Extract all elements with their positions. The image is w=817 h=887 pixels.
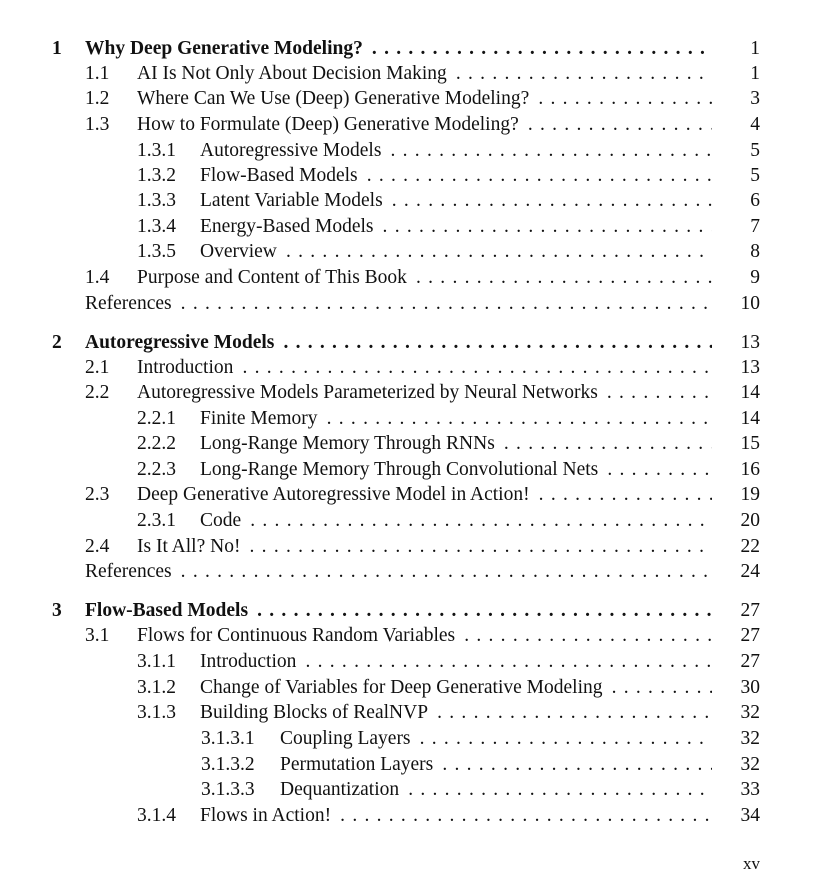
toc-entry-number: 1.3 <box>85 114 110 135</box>
toc-entry-title: Code <box>200 510 244 531</box>
toc-entry-number: 1.4 <box>85 267 110 288</box>
toc-section-entry[interactable] <box>0 432 817 456</box>
toc-entry-number: 1.2 <box>85 88 110 109</box>
toc-entry-number: 1.3.2 <box>137 165 176 186</box>
toc-entry-number: 3.1.2 <box>137 677 176 698</box>
toc-section-entry[interactable] <box>0 778 817 802</box>
toc-entry-number: 3.1.3.3 <box>201 779 255 800</box>
toc-entry-title: Autoregressive Models <box>85 332 277 353</box>
toc-entry-number: 1 <box>52 38 62 59</box>
toc-entry-page-number: 5 <box>750 140 760 161</box>
toc-entry-title-leader <box>85 292 712 316</box>
toc-section-entry[interactable] <box>0 215 817 239</box>
toc-section-entry[interactable] <box>0 407 817 431</box>
toc-section-entry[interactable] <box>0 727 817 751</box>
toc-entry-title-leader <box>85 560 712 584</box>
toc-entry-title-leader <box>200 164 712 188</box>
toc-entry-number: 2.3 <box>85 484 110 505</box>
toc-entry-title-leader <box>280 778 712 802</box>
toc-entry-title-leader <box>137 381 712 405</box>
toc-entry-title: Where Can We Use (Deep) Generative Modeling? <box>137 88 532 109</box>
toc-entry-title: Building Blocks of RealNVP <box>200 702 431 723</box>
toc-entry-page-number: 30 <box>740 677 760 698</box>
toc-entry-title-leader <box>137 535 712 559</box>
toc-entry-page-number: 33 <box>740 779 760 800</box>
toc-entry-number: 3 <box>52 600 62 621</box>
toc-entry-number: 3.1.3.2 <box>201 754 255 775</box>
toc-entry-title: Flow-Based Models <box>85 600 251 621</box>
toc-section-entry[interactable] <box>0 189 817 213</box>
toc-entry-number: 1.3.4 <box>137 216 176 237</box>
toc-chapter-entry[interactable] <box>0 331 817 355</box>
toc-entry-page-number: 16 <box>740 459 760 480</box>
toc-entry-number: 2.2.3 <box>137 459 176 480</box>
toc-entry-title-leader <box>200 407 712 431</box>
toc-entry-title: Autoregressive Models <box>200 140 384 161</box>
toc-entry-title-leader <box>200 676 712 700</box>
toc-section-entry[interactable] <box>0 676 817 700</box>
toc-entry-number: 1.3.5 <box>137 241 176 262</box>
toc-entry-number: 3.1.3.1 <box>201 728 255 749</box>
toc-entry-number: 3.1 <box>85 625 110 646</box>
toc-entry-title-leader <box>200 215 712 239</box>
toc-entry-number: 3.1.1 <box>137 651 176 672</box>
toc-entry-title-leader <box>137 62 712 86</box>
toc-entry-number: 1.3.3 <box>137 190 176 211</box>
toc-entry-page-number: 1 <box>750 63 760 84</box>
toc-section-entry[interactable] <box>0 240 817 264</box>
toc-entry-title-leader <box>85 331 712 355</box>
toc-entry-page-number: 8 <box>750 241 760 262</box>
toc-entry-title-leader <box>200 701 712 725</box>
toc-entry-number: 2.2.2 <box>137 433 176 454</box>
toc-entry-title: Purpose and Content of This Book <box>137 267 410 288</box>
toc-entry-title-leader <box>200 432 712 456</box>
toc-entry-title-leader <box>200 650 712 674</box>
toc-entry-title-leader <box>137 624 712 648</box>
toc-entry-page-number: 19 <box>740 484 760 505</box>
toc-entry-title: Long-Range Memory Through RNNs <box>200 433 498 454</box>
toc-section-entry[interactable] <box>0 356 817 380</box>
toc-chapter-entry[interactable] <box>0 37 817 61</box>
toc-entry-page-number: 9 <box>750 267 760 288</box>
toc-section-entry[interactable] <box>0 381 817 405</box>
toc-section-entry[interactable] <box>0 458 817 482</box>
toc-section-entry[interactable] <box>0 292 817 316</box>
toc-section-entry[interactable] <box>0 753 817 777</box>
toc-entry-title-leader <box>200 240 712 264</box>
toc-entry-number: 2.2.1 <box>137 408 176 429</box>
toc-entry-title: Flow-Based Models <box>200 165 361 186</box>
toc-section-entry[interactable] <box>0 509 817 533</box>
toc-entry-title: Flows for Continuous Random Variables <box>137 625 458 646</box>
toc-entry-page-number: 5 <box>750 165 760 186</box>
toc-entry-number: 2.2 <box>85 382 110 403</box>
toc-entry-page-number: 14 <box>740 382 760 403</box>
toc-entry-page-number: 7 <box>750 216 760 237</box>
toc-entry-title-leader <box>137 87 712 111</box>
toc-entry-page-number: 3 <box>750 88 760 109</box>
toc-section-entry[interactable] <box>0 560 817 584</box>
toc-entry-title-leader <box>200 509 712 533</box>
toc-entry-page-number: 6 <box>750 190 760 211</box>
toc-entry-title-leader <box>137 483 712 507</box>
toc-entry-title: AI Is Not Only About Decision Making <box>137 63 450 84</box>
toc-entry-page-number: 13 <box>740 357 760 378</box>
toc-entry-page-number: 22 <box>740 536 760 557</box>
toc-entry-page-number: 1 <box>750 38 760 59</box>
toc-entry-title: Permutation Layers <box>280 754 436 775</box>
toc-entry-page-number: 14 <box>740 408 760 429</box>
toc-section-entry[interactable] <box>0 804 817 828</box>
toc-section-entry[interactable] <box>0 164 817 188</box>
toc-entry-title: Introduction <box>200 651 299 672</box>
toc-entry-title: Why Deep Generative Modeling? <box>85 38 366 59</box>
toc-entry-title: References <box>85 293 175 314</box>
toc-entry-page-number: 24 <box>740 561 760 582</box>
toc-entry-page-number: 27 <box>740 625 760 646</box>
toc-entry-title-leader <box>137 113 712 137</box>
toc-section-entry[interactable] <box>0 624 817 648</box>
toc-section-entry[interactable] <box>0 701 817 725</box>
toc-entry-title-leader <box>85 37 712 61</box>
toc-section-entry[interactable] <box>0 650 817 674</box>
toc-entry-number: 2.1 <box>85 357 110 378</box>
toc-entry-title-leader <box>280 727 712 751</box>
toc-section-entry[interactable] <box>0 113 817 137</box>
toc-entry-title-leader <box>200 458 712 482</box>
toc-entry-page-number: 32 <box>740 728 760 749</box>
toc-entry-title: Coupling Layers <box>280 728 414 749</box>
toc-entry-page-number: 32 <box>740 754 760 775</box>
toc-entry-title: Introduction <box>137 357 236 378</box>
toc-entry-page-number: 27 <box>740 600 760 621</box>
toc-entry-title-leader <box>200 139 712 163</box>
toc-entry-page-number: 4 <box>750 114 760 135</box>
toc-section-entry[interactable] <box>0 87 817 111</box>
toc-entry-title-leader <box>85 599 712 623</box>
toc-entry-number: 2 <box>52 332 62 353</box>
toc-entry-title: Long-Range Memory Through Convolutional Nets <box>200 459 601 480</box>
toc-section-entry[interactable] <box>0 139 817 163</box>
toc-entry-page-number: 34 <box>740 805 760 826</box>
toc-entry-title-leader <box>200 804 712 828</box>
toc-section-entry[interactable] <box>0 266 817 290</box>
toc-entry-title-leader <box>137 266 712 290</box>
toc-entry-title: References <box>85 561 175 582</box>
toc-entry-page-number: 15 <box>740 433 760 454</box>
toc-entry-number: 2.4 <box>85 536 110 557</box>
toc-entry-number: 3.1.4 <box>137 805 176 826</box>
toc-entry-page-number: 13 <box>740 332 760 353</box>
toc-entry-title: Latent Variable Models <box>200 190 386 211</box>
toc-section-entry[interactable] <box>0 483 817 507</box>
toc-section-entry[interactable] <box>0 535 817 559</box>
toc-entry-title: How to Formulate (Deep) Generative Modeling? <box>137 114 522 135</box>
toc-entry-title: Change of Variables for Deep Generative Modeling <box>200 677 606 698</box>
toc-entry-page-number: 27 <box>740 651 760 672</box>
toc-entry-title: Flows in Action! <box>200 805 334 826</box>
page-folio: xv <box>743 854 760 873</box>
toc-entry-title: Deep Generative Autoregressive Model in Action! <box>137 484 533 505</box>
toc-entry-title: Is It All? No! <box>137 536 243 557</box>
toc-entry-number: 1.1 <box>85 63 110 84</box>
toc-entry-title: Finite Memory <box>200 408 321 429</box>
toc-entry-title: Overview <box>200 241 280 262</box>
toc-entry-page-number: 32 <box>740 702 760 723</box>
toc-entry-title: Energy-Based Models <box>200 216 376 237</box>
toc-entry-number: 3.1.3 <box>137 702 176 723</box>
toc-entry-page-number: 10 <box>740 293 760 314</box>
toc-entry-title: Dequantization <box>280 779 402 800</box>
toc-entry-title: Autoregressive Models Parameterized by Neural Networks <box>137 382 601 403</box>
toc-entry-number: 2.3.1 <box>137 510 176 531</box>
toc-chapter-entry[interactable] <box>0 599 817 623</box>
toc-entry-title-leader <box>280 753 712 777</box>
toc-section-entry[interactable] <box>0 62 817 86</box>
toc-entry-number: 1.3.1 <box>137 140 176 161</box>
toc-entry-title-leader <box>200 189 712 213</box>
toc-entry-title-leader <box>137 356 712 380</box>
toc-entry-page-number: 20 <box>740 510 760 531</box>
